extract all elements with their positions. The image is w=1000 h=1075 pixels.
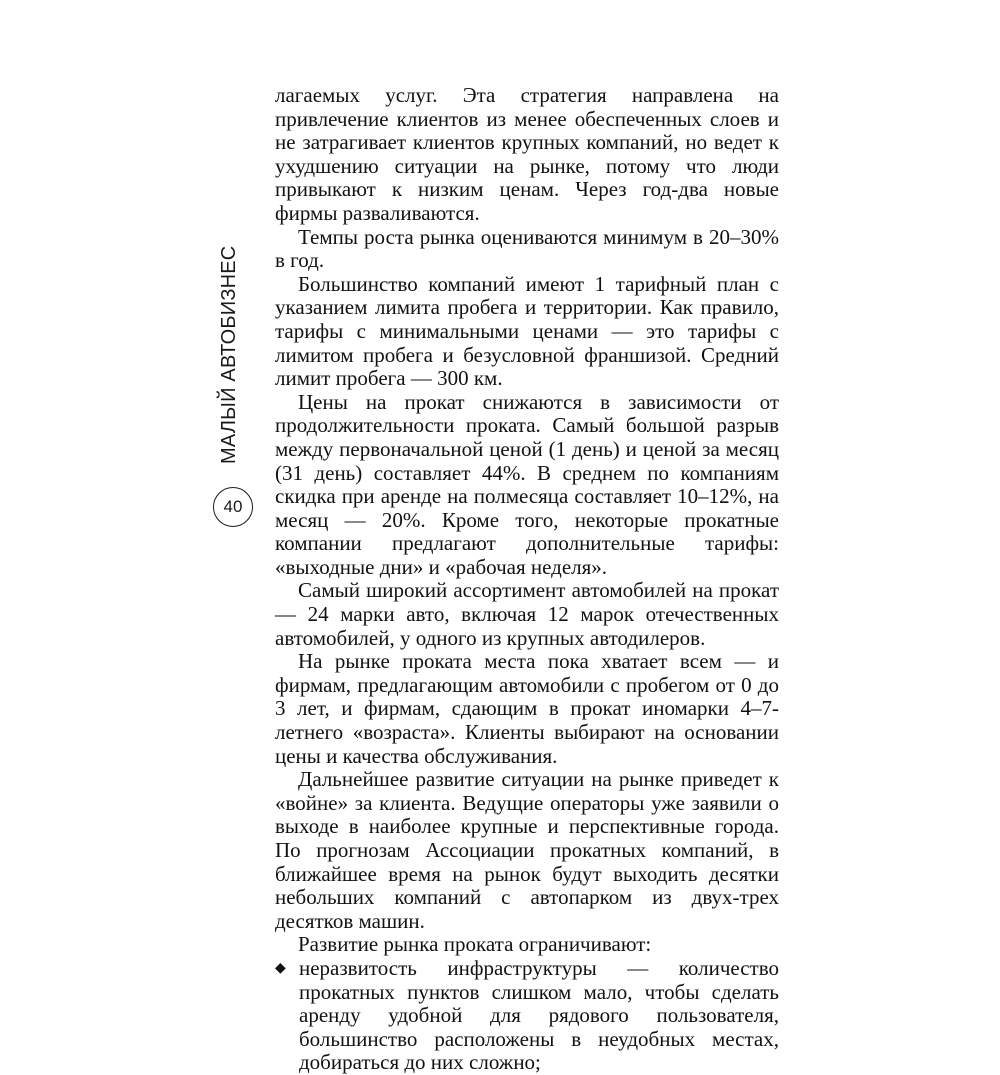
paragraph: Самый широкий ассортимент автомобилей на прокат — 24 марки авто, включая 12 марок отечественных автомобилей, у одного из крупных автодилеров. <box>275 578 779 650</box>
paragraph: Развитие рынка проката ограничивают: <box>298 932 652 957</box>
bullet-list-item <box>275 957 779 1075</box>
page-number: 40 <box>213 487 253 527</box>
paragraph: Большинство компаний имеют 1 тарифный план с указанием лимита пробега и территории. Как правило, тарифы с минимальными ценами — это тарифы с лимитом пробега и безусловной франшизой. Средний лимит пробега — 300 км. <box>275 271 779 391</box>
body-text <box>275 84 779 1075</box>
paragraph: Дальнейшее развитие ситуации на рынке приведет к «войне» за клиента. Ведущие операторы уже заявили о выходе в наиболее крупные и перспективные города. По прогнозам Ассоциации прокатных компаний, в ближайшее время на рынок будут выходить десятки небольших компаний с автопарком из двух-трех десятков машин. <box>275 767 779 933</box>
diamond-bullet-icon: ◆ <box>275 960 286 976</box>
running-head-text: МАЛЫЙ АВТОБИЗНЕС <box>218 245 240 464</box>
paragraph: Цены на прокат снижаются в зависимости от продолжительности проката. Самый большой разрыв между первоначальной ценой (1 день) и ценой за месяц (31 день) составляет 44%. В среднем по компаниям скидка при аренде на полмесяца составляет 10–12%, на месяц — 20%. Кроме того, некоторые прокатные компании предлагают дополнительные тарифы: «выходные дни» и «рабочая неделя». <box>275 389 779 579</box>
paragraph: лагаемых услуг. Эта стратегия направлена на привлечение клиентов из менее обеспеченных слоев и не затрагивает клиентов крупных компаний, но ведет к ухудшению ситуации на рынке, потому что люди привыкают к низким ценам. Через год-два новые фирмы разваливаются. <box>275 83 779 225</box>
bullet-text: неразвитость инфраструктуры — количество прокатных пунктов слишком мало, чтобы сделать аренду удобной для рядового пользователя, большинство расположены в неудобных местах, добираться до них сложно; <box>299 955 779 1075</box>
paragraph: На рынке проката места пока хватает всем — и фирмам, предлагающим автомобили с пробегом от 0 до 3 лет, и фирмам, сдающим в прокат иномарки 4–7-летнего «возраста». Клиенты выбирают на основании цены и качества обслуживания. <box>275 649 779 768</box>
paragraph: Темпы роста рынка оцениваются минимум в 20–30% в год. <box>275 224 779 273</box>
